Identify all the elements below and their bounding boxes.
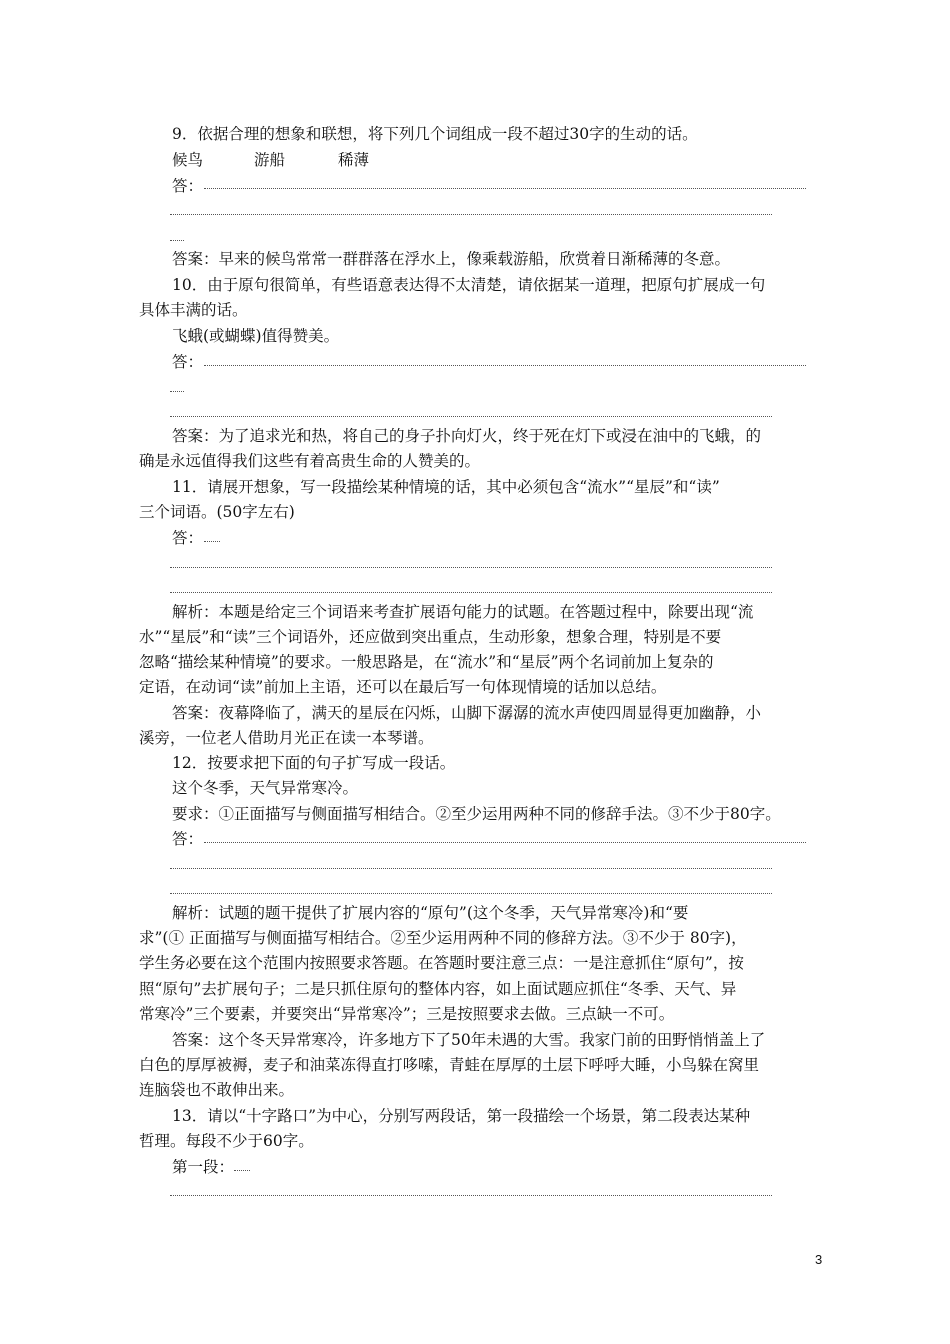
q13-prompt-line-2: 哲理。每段不少于60字。 [139, 1132, 314, 1150]
q9-prompt: 9．依据合理的想象和联想，将下列几个词组成一段不超过30字的生动的话。 [172, 125, 698, 143]
q12-analysis-line-3: 学生务必要在这个范围内按照要求答题。在答题时要注意三点：一是注意抓住“原句”，按 [139, 954, 744, 972]
q9-word-1: 候鸟 [172, 151, 204, 169]
q12-requirement: 要求：①正面描写与侧面描写相结合。②至少运用两种不同的修辞手法。③不少于80字。 [172, 805, 781, 823]
q11-prompt-line-2: 三个词语。(50字左右) [139, 503, 295, 521]
q13-answer-line-2[interactable] [170, 1195, 772, 1196]
q12-answer-line-1[interactable] [204, 842, 806, 843]
q12-analysis-line-4: 照“原句”去扩展句子；二是只抓住原句的整体内容，如上面试题应抓住“冬季、天气、异 [139, 980, 737, 998]
q11-analysis-line-2: 水”“星辰”和“读”三个词语外，还应做到突出重点，生动形象，想象合理，特别是不要 [139, 628, 722, 646]
q11-analysis-line-1: 解析：本题是给定三个词语来考查扩展语句能力的试题。在答题过程中，除要出现“流 [172, 603, 754, 621]
q12-analysis-line-5: 常寒冷”三个要素，并要突出“异常寒冷”；三是按照要求去做。三点缺一不可。 [139, 1005, 675, 1023]
q10-answer-line-2[interactable] [170, 391, 184, 392]
q10-answer-line-1[interactable] [204, 365, 806, 366]
q11-answer-line-1[interactable] [204, 541, 220, 542]
q10-answer-line-1-text: 答案：为了追求光和热，将自己的身子扑向灯火，终于死在灯下或浸在油中的飞蛾，的 [172, 427, 762, 445]
q9-word-3: 稀薄 [338, 151, 370, 169]
q9-word-2: 游船 [254, 151, 286, 169]
q13-prompt-line-1: 13．请以“十字路口”为中心，分别写两段话，第一段描绘一个场景，第二段表达某种 [172, 1107, 751, 1125]
q13-first-paragraph-label: 第一段： [172, 1158, 235, 1176]
q10-answer-label: 答： [172, 353, 204, 371]
q12-answer-line-1-text: 答案：这个冬天异常寒冷，许多地方下了50年未遇的大雪。我家门前的田野悄悄盖上了 [172, 1031, 766, 1049]
q12-answer-line-2-text: 白色的厚厚被褥，麦子和油菜冻得直打哆嗦，青蛙在厚厚的土层下呼呼大睡，小鸟躲在窝里 [139, 1056, 760, 1074]
q13-answer-line-1[interactable] [234, 1170, 250, 1171]
q12-answer-line-3[interactable] [170, 893, 772, 894]
q9-answer-line-2[interactable] [170, 214, 772, 215]
q9-answer: 答案：早来的候鸟常常一群群落在浮水上，像乘载游船，欣赏着日渐稀薄的冬意。 [172, 250, 731, 268]
q12-answer-label: 答： [172, 830, 204, 848]
q11-prompt-line-1: 11．请展开想象，写一段描绘某种情境的话，其中必须包含“流水”“星辰”和“读” [172, 478, 720, 496]
q12-answer-line-3-text: 连脑袋也不敢伸出来。 [139, 1081, 295, 1099]
q11-answer-line-1-text: 答案：夜幕降临了，满天的星辰在闪烁，山脚下潺潺的流水声使四周显得更加幽静，小 [172, 704, 762, 722]
q10-prompt-line-1: 10．由于原句很简单，有些语意表达得不太清楚，请依据某一道理，把原句扩展成一句 [172, 276, 766, 294]
q9-answer-line-3[interactable] [170, 240, 184, 241]
q12-sentence: 这个冬季，天气异常寒冷。 [172, 779, 359, 797]
q9-answer-label: 答： [172, 177, 204, 195]
q12-answer-line-2[interactable] [170, 868, 772, 869]
q10-answer-line-2-text: 确是永远值得我们这些有着高贵生命的人赞美的。 [139, 452, 481, 470]
q11-analysis-line-3: 忽略“描绘某种情境”的要求。一般思路是，在“流水”和“星辰”两个名词前加上复杂的 [139, 653, 714, 671]
q10-prompt-line-2: 具体丰满的话。 [139, 301, 248, 319]
q10-sentence: 飞蛾(或蝴蝶)值得赞美。 [172, 327, 340, 345]
q11-answer-line-2[interactable] [170, 567, 772, 568]
q12-analysis-line-2: 求”(① 正面描写与侧面描写相结合。②至少运用两种不同的修辞方法。③不少于 80字)， [139, 929, 747, 947]
q11-answer-label: 答： [172, 529, 204, 547]
q11-answer-line-2-text: 溪旁，一位老人借助月光正在读一本琴谱。 [139, 729, 434, 747]
q12-analysis-line-1: 解析：试题的题干提供了扩展内容的“原句”(这个冬季，天气异常寒冷)和“要 [172, 904, 689, 922]
q11-analysis-line-4: 定语，在动词“读”前加上主语，还可以在最后写一句体现情境的话加以总结。 [139, 678, 667, 696]
q12-prompt: 12．按要求把下面的句子扩写成一段话。 [172, 754, 456, 772]
q11-answer-line-3[interactable] [170, 592, 772, 593]
q10-answer-line-3[interactable] [170, 416, 772, 417]
q9-answer-line-1[interactable] [204, 188, 806, 189]
page-number: 3 [815, 1252, 823, 1267]
